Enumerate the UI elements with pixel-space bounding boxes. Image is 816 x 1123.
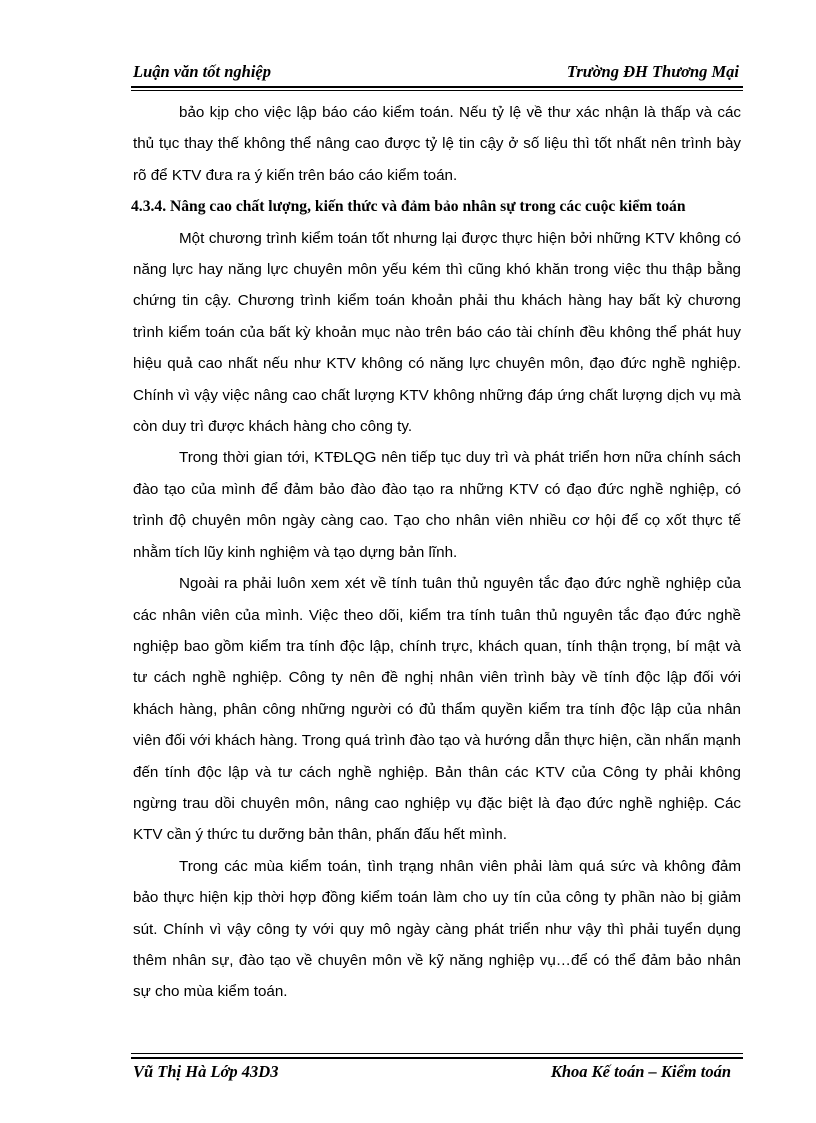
page-body	[133, 97, 741, 1008]
header-university: Trường ĐH Thương Mại	[566, 62, 739, 81]
footer-rule-thin	[131, 1053, 743, 1054]
paragraph-3: Ngoài ra phải luôn xem xét về tính tuân thủ nguyên tắc đạo đức nghề nghiệp của các nhân viên của mình. Việc theo dõi, kiểm tra tính tuân thủ nguyên tắc đạo đức nghề nghiệp bao gồm kiểm tra tính độc lập, chính trực, khách quan, tính thận trọng, bí mật và tư cách nghề nghiệp. Công ty nên đề nghị nhân viên trình bày về tính độc lập đối với khách hàng, phân công những người có đủ thẩm quyền kiểm tra tính độc lập của nhân viên đối với khách hàng. Trong quá trình đào tạo và hướng dẫn thực hiện, cần nhấn mạnh đến tính độc lập và tư cách nghề nghiệp. Bản thân các KTV của Công ty phải không ngừng trau dồi chuyên môn, nâng cao nghiệp vụ đặc biệt là đạo đức nghề nghiệp. Các KTV cần ý thức tu dưỡng bản thân, phấn đấu hết mình.	[133, 575, 741, 844]
header-thesis-title: Luận văn tốt nghiệp	[133, 62, 271, 81]
footer-author: Vũ Thị Hà Lớp 43D3	[133, 1062, 279, 1081]
paragraph-continued: bảo kịp cho việc lập báo cáo kiểm toán. Nếu tỷ lệ về thư xác nhận là thấp và các thủ tục thay thế không thể nâng cao được tỷ lệ tin cậy ở số liệu thì tốt nhất nên trình bày rõ để KTV đưa ra ý kiến trên báo cáo kiểm toán.	[133, 104, 741, 184]
paragraph-4: Trong các mùa kiểm toán, tình trạng nhân viên phải làm quá sức và không đảm bảo thực hiện kịp thời hợp đồng kiểm toán làm cho uy tín của công ty phần nào bị giảm sút. Chính vì vậy công ty với quy mô ngày càng phát triển như vậy thì phải tuyển dụng thêm nhân sự, đào tạo về chuyên môn về kỹ năng nghiệp vụ…để có thể đảm bảo nhân sự cho mùa kiểm toán.	[133, 857, 741, 1001]
paragraph-2: Trong thời gian tới, KTĐLQG nên tiếp tục duy trì và phát triển hơn nữa chính sách đào tạo của mình để đảm bảo đào đào tạo ra những KTV có đạo đức nghề nghiệp, có trình độ chuyên môn ngày càng cao. Tạo cho nhân viên nhiều cơ hội để cọ xốt thực tế nhằm tích lũy kinh nghiệm và tạo dựng bản lĩnh.	[133, 449, 741, 561]
paragraph-1: Một chương trình kiểm toán tốt nhưng lại được thực hiện bởi những KTV không có năng lực hay năng lực chuyên môn yếu kém thì cũng khó khăn trong việc thu thập bằng chứng tin cậy. Chương trình kiểm toán khoản phải thu khách hàng hay bất kỳ chương trình kiểm toán của bất kỳ khoản mục nào trên báo cáo tài chính đều không thể phát huy hiệu quả cao nhất nếu như KTV không có năng lực chuyên môn, đạo đức nghề nghiệp. Chính vì vậy việc nâng cao chất lượng KTV không những đáp ứng chất lượng dịch vụ mà còn duy trì được khách hàng cho công ty.	[133, 229, 741, 436]
section-heading: 4.3.4. Nâng cao chất lượng, kiến thức và đảm bảo nhân sự trong các cuộc kiểm toán	[131, 198, 686, 216]
header-rule-thick	[131, 86, 743, 88]
page-header	[131, 60, 743, 84]
page-footer	[131, 1058, 743, 1082]
footer-faculty: Khoa Kế toán – Kiểm toán	[550, 1062, 731, 1081]
header-rule-thin	[131, 90, 743, 91]
